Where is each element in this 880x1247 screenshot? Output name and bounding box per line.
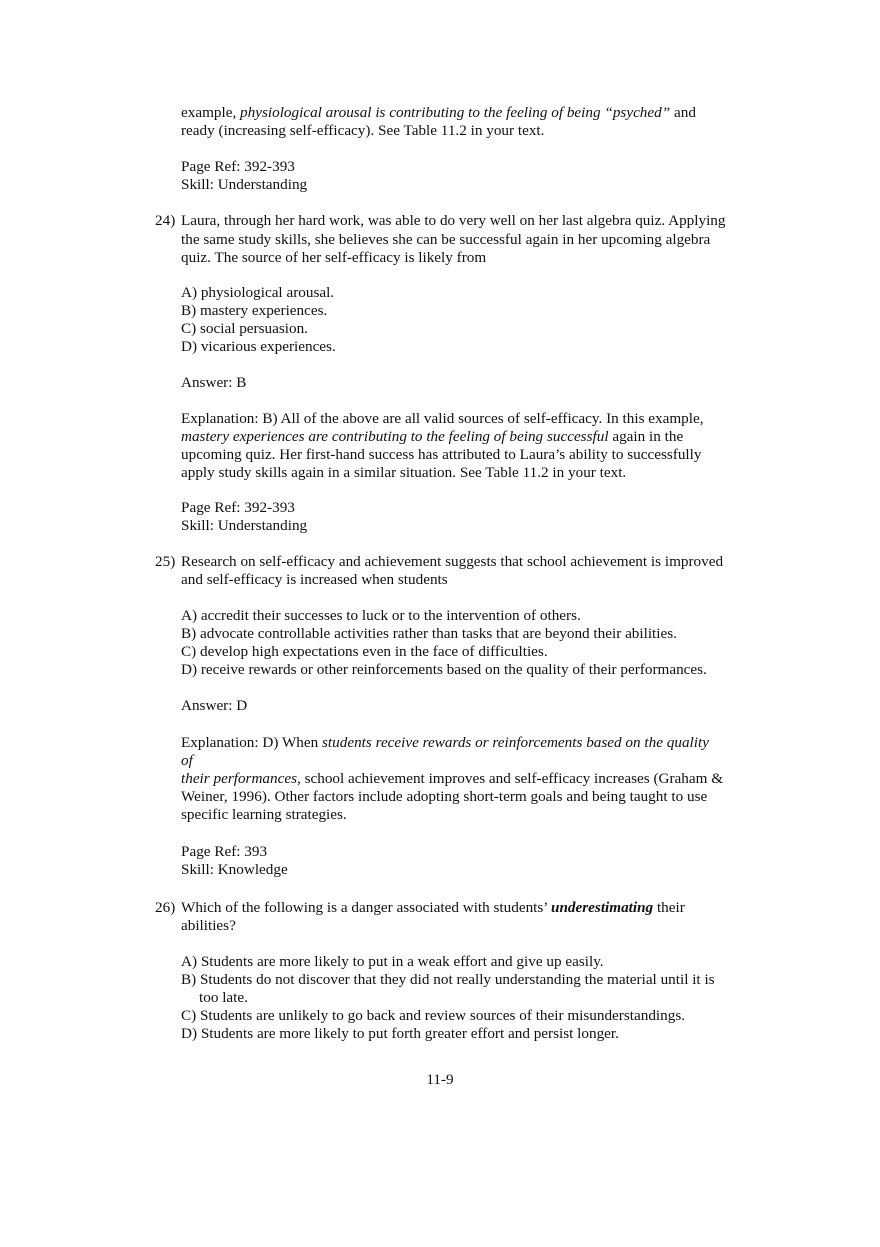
explanation-line <box>181 103 696 123</box>
skill: Skill: Understanding <box>181 176 308 193</box>
question-stem: Research on self-efficacy and achievement suggests that school achievement is improved <box>181 553 724 570</box>
option-d: D) vicarious experiences. <box>181 338 336 355</box>
option-c: C) develop high expectations even in the face of difficulties. <box>181 643 548 660</box>
option-a: A) accredit their successes to luck or to the intervention of others. <box>181 607 581 624</box>
text: example, <box>181 104 241 121</box>
question-stem: the same study skills, she believes she can be successful again in her upcoming algebra <box>181 231 711 248</box>
text: Explanation: D) When <box>181 734 323 751</box>
option-b: B) Students do not discover that they did not really understanding the material until it is <box>181 971 715 988</box>
explanation-line <box>181 427 683 447</box>
page-number: 11-9 <box>426 1071 454 1088</box>
text: again in the <box>608 428 684 445</box>
explanation-line: Explanation: B) All of the above are all valid sources of self-efficacy. In this example, <box>181 410 704 427</box>
emphasis-text: students receive rewards or reinforcements based on the quality <box>322 734 709 751</box>
text: and <box>670 104 696 121</box>
option-b: B) advocate controllable activities rather than tasks that are beyond their abilities. <box>181 625 677 642</box>
explanation-line: apply study skills again in a similar situation. See Table 11.2 in your text. <box>181 464 627 481</box>
explanation-line: specific learning strategies. <box>181 806 347 823</box>
question-number: 25) <box>155 553 176 570</box>
emphasis-text: their performances <box>181 770 297 787</box>
question-stem: abilities? <box>181 917 236 934</box>
explanation-line: Weiner, 1996). Other factors include adopting short-term goals and being taught to use <box>181 788 708 805</box>
question-number: 26) <box>155 899 176 916</box>
question-stem: quiz. The source of her self-efficacy is likely from <box>181 249 487 266</box>
explanation-line <box>181 751 193 771</box>
text: , school achievement improves and self-efficacy increases (Graham & <box>297 770 724 787</box>
question-number: 24) <box>155 212 176 229</box>
page-ref: Page Ref: 393 <box>181 843 268 860</box>
text: their <box>653 899 685 916</box>
skill: Skill: Knowledge <box>181 861 288 878</box>
page-ref: Page Ref: 392-393 <box>181 499 295 516</box>
option-a: A) physiological arousal. <box>181 284 335 301</box>
option-c: C) Students are unlikely to go back and review sources of their misunderstandings. <box>181 1007 686 1024</box>
text: Which of the following is a danger associated with students’ <box>181 899 552 916</box>
option-d: D) Students are more likely to put forth greater effort and persist longer. <box>181 1025 619 1042</box>
option-b-continued: too late. <box>199 989 248 1006</box>
page-ref: Page Ref: 392-393 <box>181 158 295 175</box>
option-b: B) mastery experiences. <box>181 302 328 319</box>
question-stem <box>181 898 685 918</box>
emphasis-text: physiological arousal is contributing to the feeling of being “psyched” <box>240 104 671 121</box>
answer: Answer: D <box>181 697 248 714</box>
option-c: C) social persuasion. <box>181 320 308 337</box>
explanation-line <box>181 769 723 789</box>
explanation-line: ready (increasing self-efficacy). See Table 11.2 in your text. <box>181 122 545 139</box>
explanation-line <box>181 733 709 753</box>
question-stem: Laura, through her hard work, was able to do very well on her last algebra quiz. Applying <box>181 212 726 229</box>
question-stem: and self-efficacy is increased when students <box>181 571 448 588</box>
emphasis-text: mastery experiences are contributing to the feeling of being successful <box>181 428 609 445</box>
option-a: A) Students are more likely to put in a weak effort and give up easily. <box>181 953 604 970</box>
emphasis-text: of <box>181 752 193 769</box>
explanation-line: upcoming quiz. Her first-hand success has attributed to Laura’s ability to successfully <box>181 446 702 463</box>
answer: Answer: B <box>181 374 247 391</box>
emphasis-text: underestimating <box>551 899 654 916</box>
option-d: D) receive rewards or other reinforcements based on the quality of their performances. <box>181 661 707 678</box>
skill: Skill: Understanding <box>181 517 308 534</box>
